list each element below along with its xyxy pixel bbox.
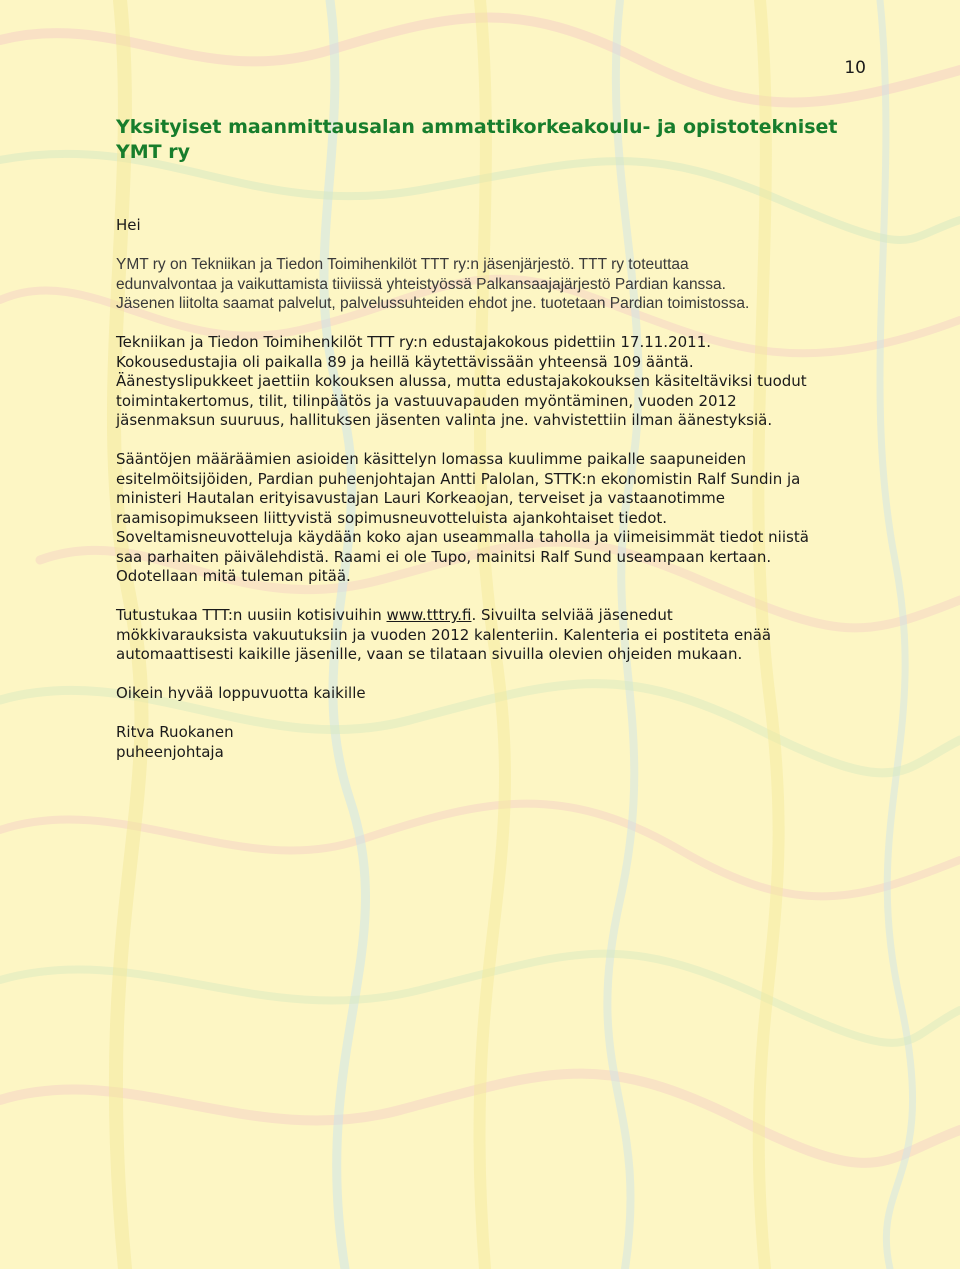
discussion-line1: Sääntöjen määräämien asioiden käsittelyn lomassa kuulimme paikalle saapuneiden (116, 450, 747, 468)
intro-paragraph (116, 255, 876, 314)
signature-role: puheenjohtaja (116, 742, 224, 761)
meeting-line4: toimintakertomus, tilit, tilinpäätös ja vastuuvapauden myöntäminen, vuoden 2012 (116, 391, 737, 410)
organization-title-line2: YMT ry (116, 141, 190, 163)
website-line3: automaattisesti kaikille jäsenille, vaan se tilataan sivuilla olevien ohjeiden mukaan. (116, 645, 743, 663)
signature-block (116, 723, 876, 762)
organization-title-line1: Yksityiset maanmittausalan ammattikorkeakoulu- ja opistotekniset (116, 116, 838, 138)
discussion-line4: raamisopimukseen liittyvistä sopimusneuvotteluista ajankohtaiset tiedot. (116, 508, 668, 527)
signature-name: Ritva Ruokanen (116, 723, 234, 741)
discussion-line7: Odotellaan mitä tuleman pitää. (116, 567, 351, 585)
meeting-line3: Äänestyslipukkeet jaettiin kokouksen alussa, mutta edustajakokouksen käsiteltäviksi tuodut (116, 372, 807, 390)
meeting-line1: Tekniikan ja Tiedon Toimihenkilöt TTT ry:n edustajakokous pidettiin 17.11.2011. (116, 333, 712, 351)
intro-line3: Jäsenen liitolta saamat palvelut, palvelussuhteiden ehdot jne. tuotetaan Pardian toimistossa. (116, 295, 750, 312)
website-link[interactable]: www.tttry.fi (386, 606, 472, 624)
website-line2: mökkivarauksista vakuutuksiin ja vuoden 2012 kalenteriin. Kalenteria ei postiteta enää (116, 625, 772, 644)
discussion-line3: ministeri Hautalan erityisavustajan Lauri Korkeaojan, terveiset ja vastaanotimme (116, 489, 726, 507)
greeting: Hei (116, 216, 141, 234)
discussion-paragraph (116, 450, 876, 587)
discussion-line5: Soveltamisneuvotteluja käydään koko ajan useammalla taholla ja viimeisimmät tiedot niistä (116, 528, 809, 546)
meeting-line5: jäsenmaksun suuruus, hallituksen jäsenten valinta jne. vahvistettiin ilman äänestyksiä. (116, 411, 773, 429)
discussion-line6: saa parhaiten päivälehdistä. Raami ei ole Tupo, mainitsi Ralf Sund useampaan kertaan. (116, 547, 772, 566)
letter-body (116, 216, 876, 762)
website-line1-prefix: Tutustukaa TTT:n uusiin kotisivuihin (116, 606, 387, 624)
closing-line: Oikein hyvää loppuvuotta kaikille (116, 684, 366, 702)
page-number: 10 (844, 58, 866, 78)
website-paragraph (116, 606, 876, 665)
intro-line2: edunvalvontaa ja vaikuttamista tiiviissä yhteistyössä Palkansaajajärjestö Pardian kanssa. (116, 275, 726, 293)
intro-line1: YMT ry on Tekniikan ja Tiedon Toimihenkilöt TTT ry:n jäsenjärjestö. TTT ry toteuttaa (116, 256, 689, 273)
website-line1-suffix: . Sivuilta selviää jäsenedut (471, 606, 673, 624)
discussion-line2: esitelmöitsijöiden, Pardian puheenjohtajan Antti Palolan, STTK:n ekonomistin Ralf Sundin ja (116, 469, 801, 488)
meeting-paragraph (116, 333, 876, 431)
organization-title (116, 115, 876, 165)
meeting-line2: Kokousedustajia oli paikalla 89 ja heillä käytettävissään yhteensä 109 ääntä. (116, 352, 694, 371)
